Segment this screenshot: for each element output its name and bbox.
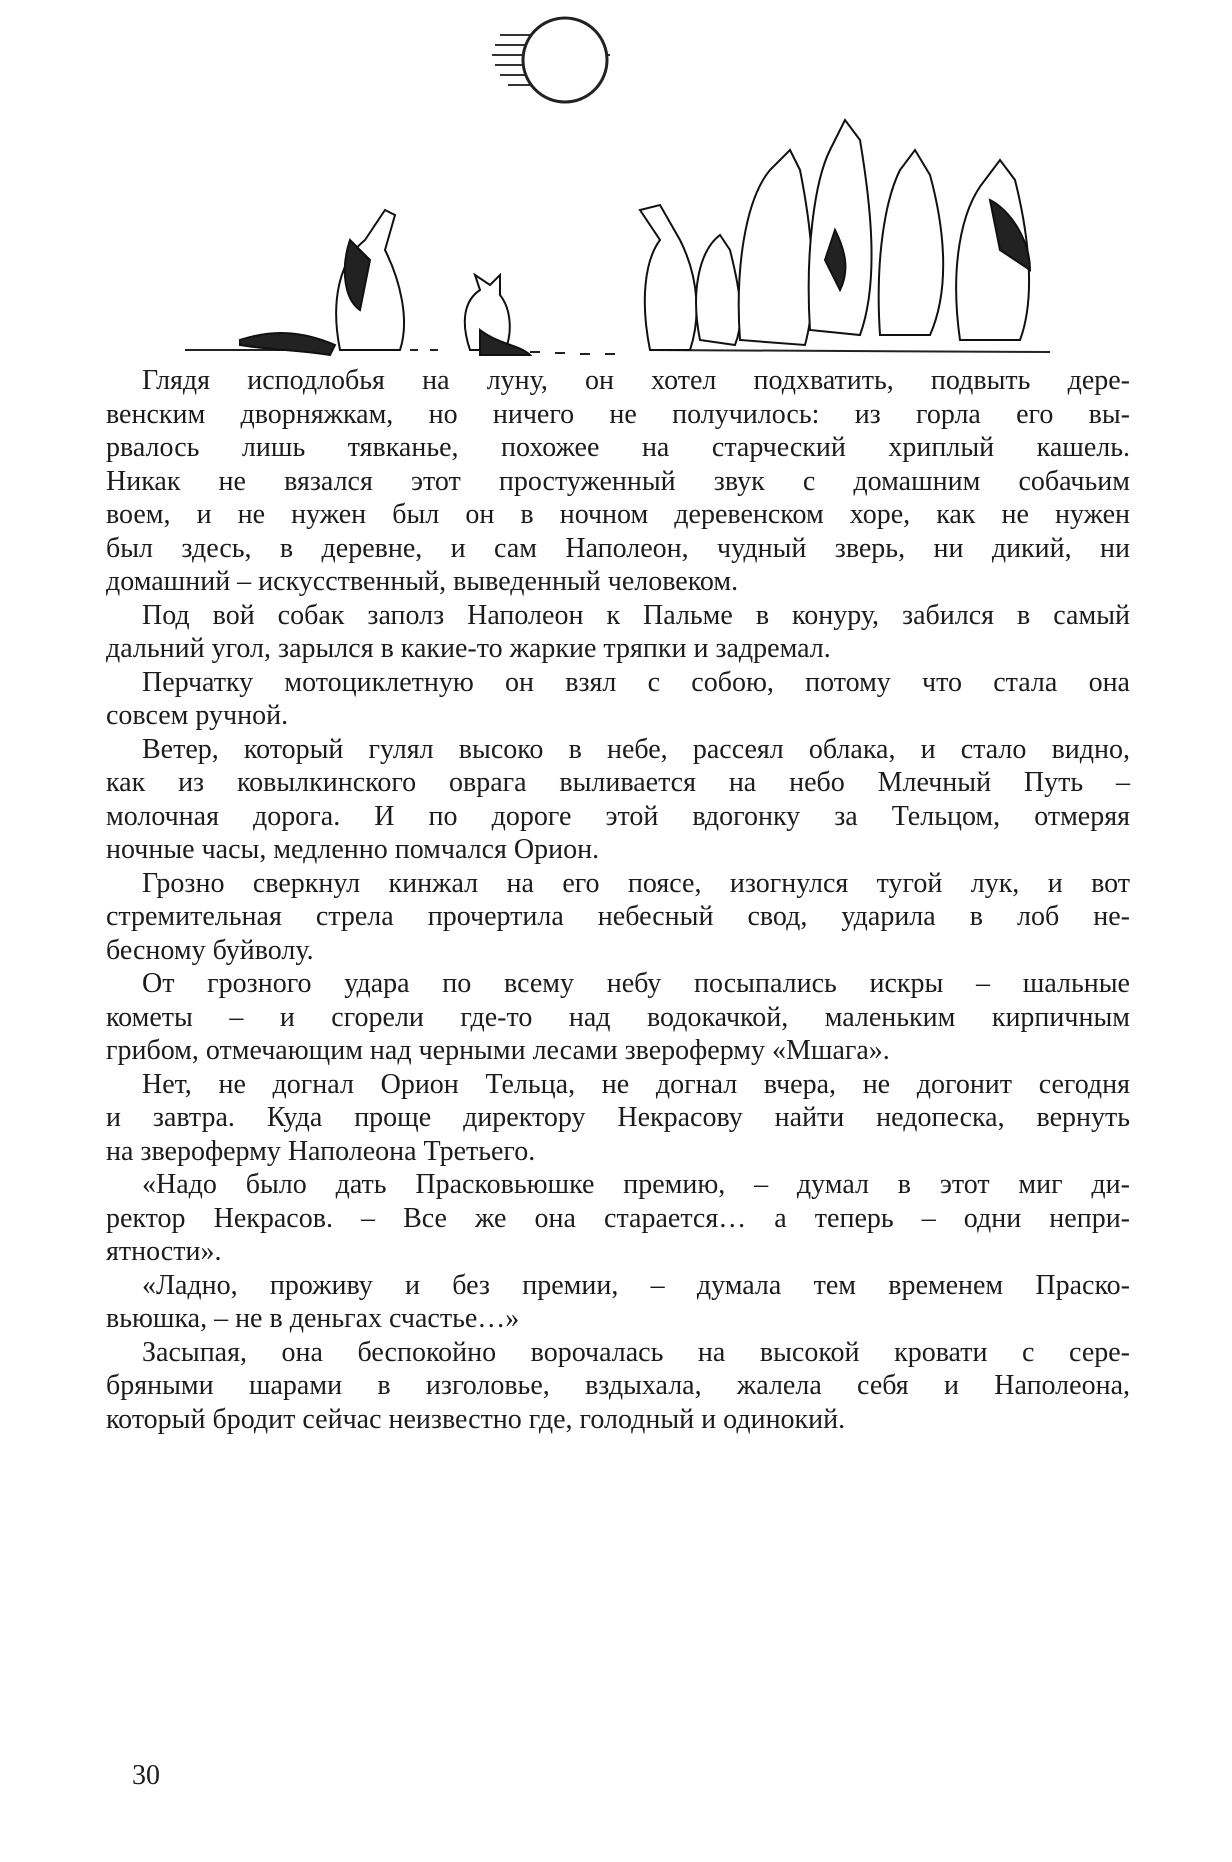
text-line: рвалось лишь тявканье, похожее на старческий хриплый кашель. bbox=[106, 432, 1130, 463]
text-line: на звероферму Наполеона Третьего. bbox=[106, 1135, 536, 1167]
text-line: Ветер, который гулял высоко в небе, рассеял облака, и стало видно, bbox=[142, 733, 1130, 765]
body-text bbox=[106, 364, 1130, 1436]
howling-dogs-illustration bbox=[0, 0, 1232, 380]
text-line: который бродит сейчас неизвестно где, голодный и одинокий. bbox=[106, 1403, 846, 1435]
text-line: кометы – и сгорели где-то над водокачкой, маленьким кирпичным bbox=[106, 1001, 1130, 1033]
text-line: как из ковылкинского оврага выливается на небо Млечный Путь – bbox=[106, 767, 1130, 798]
dog-silhouettes bbox=[240, 120, 1030, 355]
text-line: бряными шарами в изголовье, вздыхала, жалела себя и Наполеона, bbox=[106, 1370, 1130, 1401]
text-line: ректор Некрасов. – Все же она старается… а теперь – одни непри- bbox=[106, 1202, 1130, 1234]
text-line: воем, и не нужен был он в ночном деревенском хоре, как не нужен bbox=[106, 499, 1130, 530]
moon-icon bbox=[492, 18, 610, 102]
text-line: молочная дорога. И по дороге этой вдогонку за Тельцом, отмеряя bbox=[106, 800, 1130, 832]
text-line: домашний – искусственный, выведенный человеком. bbox=[106, 566, 739, 597]
text-line: Никак не вязался этот простуженный звук с домашним собачьим bbox=[106, 465, 1130, 497]
text-line: От грозного удара по всему небу посыпались искры – шальные bbox=[142, 968, 1130, 999]
text-line: Нет, не догнал Орион Тельца, не догнал вчера, не догонит сегодня bbox=[142, 1068, 1130, 1100]
text-line: Под вой собак заполз Наполеон к Пальме в конуру, забился в самый bbox=[142, 599, 1130, 631]
text-line: «Ладно, проживу и без премии, – думала тем временем Праско- bbox=[142, 1269, 1130, 1301]
text-line: стремительная стрела прочертила небесный свод, ударила в лоб не- bbox=[106, 901, 1130, 932]
text-line: Грозно сверкнул кинжал на его поясе, изогнулся тугой лук, и вот bbox=[142, 867, 1130, 899]
text-line: вьюшка, – не в деньгах счастье…» bbox=[106, 1303, 520, 1334]
text-line: Перчатку мотоциклетную он взял с собою, потому что стала она bbox=[142, 666, 1130, 698]
text-line: венским дворняжкам, но ничего не получилось: из горла его вы- bbox=[106, 398, 1130, 430]
text-line: и завтра. Куда проще директору Некрасову найти недопеска, вернуть bbox=[106, 1102, 1130, 1133]
text-line: Засыпая, она беспокойно ворочалась на высокой кровати с сере- bbox=[142, 1336, 1130, 1368]
text-line: «Надо было дать Прасковьюшке премию, – думал в этот миг ди- bbox=[142, 1169, 1130, 1200]
text-line: дальний угол, зарылся в какие-то жаркие тряпки и задремал. bbox=[106, 633, 831, 664]
page-number: 30 bbox=[132, 1760, 160, 1791]
text-line: бесному буйволу. bbox=[106, 934, 314, 966]
text-line: совсем ручной. bbox=[106, 700, 289, 731]
text-line: грибом, отмечающим над черными лесами звероферму «Мшага». bbox=[106, 1035, 890, 1066]
text-line: был здесь, в деревне, и сам Наполеон, чудный зверь, ни дикий, ни bbox=[106, 532, 1130, 564]
text-line: ночные часы, медленно помчался Орион. bbox=[106, 834, 600, 865]
text-line: Глядя исподлобья на луну, он хотел подхватить, подвыть дере- bbox=[142, 365, 1130, 396]
text-line: ятности». bbox=[106, 1236, 222, 1267]
